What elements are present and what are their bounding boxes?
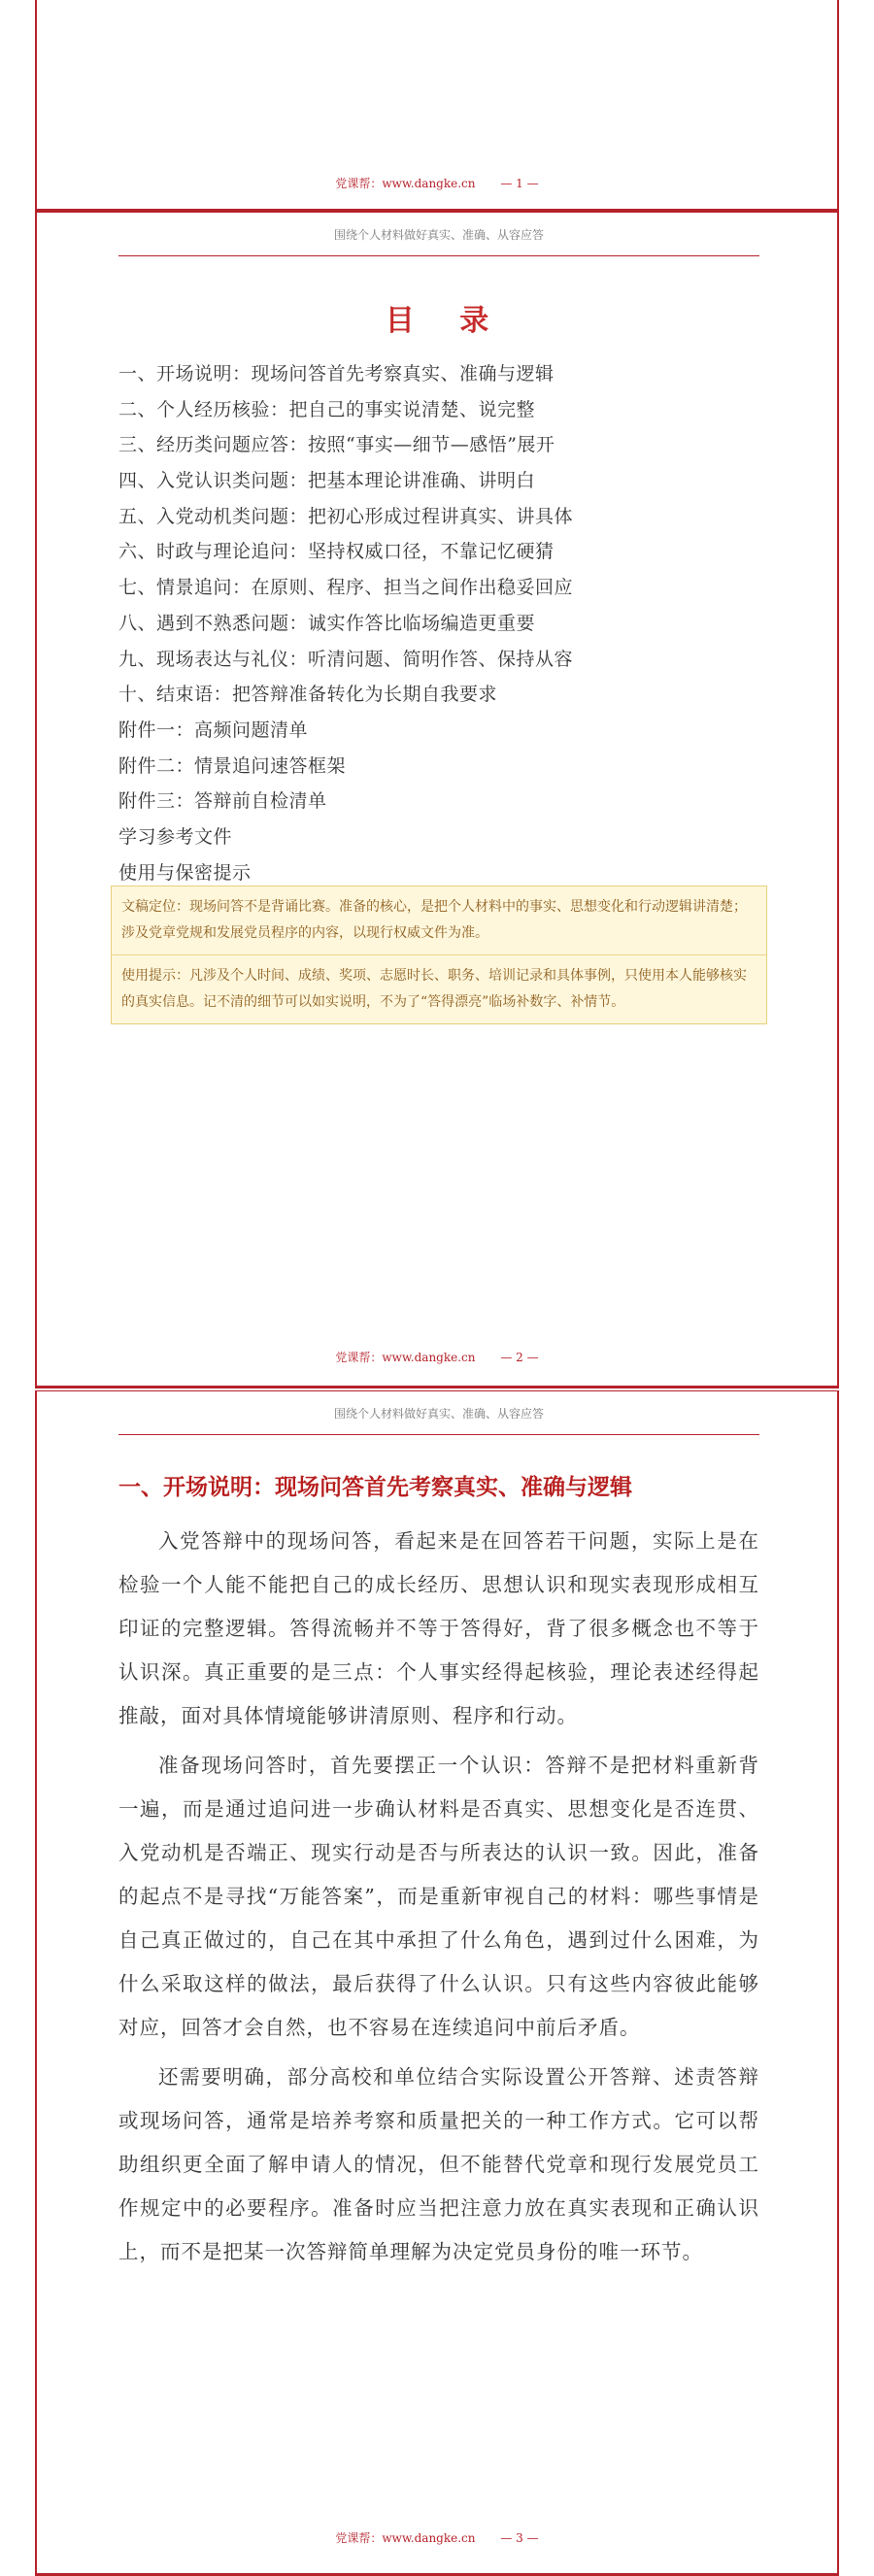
- header-rule: [118, 1434, 759, 1435]
- toc-item[interactable]: 五、入党动机类问题：把初心形成过程讲真实、讲具体: [118, 505, 574, 527]
- page-number: — 3 —: [500, 2531, 539, 2545]
- toc-title: 目 录: [385, 304, 507, 338]
- page-2: [35, 212, 839, 1388]
- section-heading: 一、开场说明：现场问答首先考察真实、准确与逻辑: [118, 1474, 632, 1500]
- page-number: — 2 —: [500, 1351, 539, 1364]
- running-head: 围绕个人材料做好真实、准确、从容应答: [333, 228, 544, 242]
- footer-site: 党课帮：www.dangke.cn: [335, 2531, 476, 2545]
- toc-item[interactable]: 二、个人经历核验：把自己的事实说清楚、说完整: [118, 398, 536, 420]
- page-footer: [37, 175, 837, 191]
- toc-item[interactable]: 使用与保密提示: [118, 861, 252, 884]
- page-3: [35, 1390, 839, 2576]
- note-usage: 使用提示：凡涉及个人时间、成绩、奖项、志愿时长、职务、培训记录和具体事例，只使用本人能够核实的真实信息。记不清的细节可以如实说明，不为了“答得漂亮”临场补数字、补情节。: [112, 954, 766, 1023]
- toc-item[interactable]: 附件一：高频问题清单: [118, 719, 309, 741]
- notes-box: [111, 886, 767, 1024]
- toc-item[interactable]: 三、经历类问题应答：按照“事实—细节—感悟”展开: [118, 434, 555, 456]
- toc-item[interactable]: 学习参考文件: [118, 825, 233, 848]
- toc-item[interactable]: 八、遇到不熟悉问题：诚实作答比临场编造更重要: [118, 612, 536, 634]
- footer-site: 党课帮：www.dangke.cn: [335, 177, 476, 190]
- toc-item[interactable]: 九、现场表达与礼仪：听清问题、简明作答、保持从容: [118, 648, 574, 670]
- footer-site: 党课帮：www.dangke.cn: [335, 1351, 476, 1364]
- toc-item[interactable]: 七、情景追问：在原则、程序、担当之间作出稳妥回应: [118, 577, 574, 599]
- body-paragraph: 入党答辩中的现场问答，看起来是在回答若干问题，实际上是在检验一个人能不能把自己的成长经历、思想认识和现实表现形成相互印证的完整逻辑。答得流畅并不等于答得好，背了很多概念也不等于认识深。真正重要的是三点：个人事实经得起核验，理论表述经得起推敲，面对具体情境能够讲清原则、程序和行动。: [118, 1529, 759, 1727]
- toc-item[interactable]: 附件二：情景追问速答框架: [118, 754, 347, 777]
- toc-item[interactable]: 六、时政与理论追问：坚持权威口径，不靠记忆硬猜: [118, 541, 555, 563]
- page-footer: [37, 1349, 837, 1365]
- section-body: [118, 1520, 759, 2280]
- body-paragraph: 还需要明确，部分高校和单位结合实际设置公开答辩、述责答辩或现场问答，通常是培养考察和质量把关的一种工作方式。它可以帮助组织更全面了解申请人的情况，但不能替代党章和现行发展党员工作规定中的必要程序。准备时应当把注意力放在真实表现和正确认识上，而不是把某一次答辩简单理解为决定党员身份的唯一环节。: [118, 2065, 759, 2263]
- page-number: — 1 —: [500, 177, 539, 190]
- toc-item[interactable]: 十、结束语：把答辩准备转化为长期自我要求: [118, 684, 498, 706]
- toc-list: [118, 356, 759, 890]
- body-paragraph: 准备现场问答时，首先要摆正一个认识：答辩不是把材料重新背一遍，而是通过追问进一步确认材料是否真实、思想变化是否连贯、入党动机是否端正、现实行动是否与所表达的认识一致。因此，准备的起点不是寻找“万能答案”，而是重新审视自己的材料：哪些事情是自己真正做过的，自己在其中承担了什么角色，遇到过什么困难，为什么采取这样的做法，最后获得了什么认识。只有这些内容彼此能够对应，回答才会自然，也不容易在连续追问中前后矛盾。: [118, 1754, 759, 2039]
- page-footer: [37, 2529, 837, 2546]
- running-head: 围绕个人材料做好真实、准确、从容应答: [333, 1407, 544, 1421]
- page-1: [35, 0, 839, 212]
- toc-item[interactable]: 附件三：答辩前自检清单: [118, 790, 327, 813]
- toc-item[interactable]: 一、开场说明：现场问答首先考察真实、准确与逻辑: [118, 363, 555, 385]
- toc-item[interactable]: 四、入党认识类问题：把基本理论讲准确、讲明白: [118, 470, 536, 492]
- note-positioning: 文稿定位：现场问答不是背诵比赛。准备的核心，是把个人材料中的事实、思想变化和行动逻辑讲清楚；涉及党章党规和发展党员程序的内容，以现行权威文件为准。: [121, 899, 747, 941]
- header-rule: [118, 255, 759, 256]
